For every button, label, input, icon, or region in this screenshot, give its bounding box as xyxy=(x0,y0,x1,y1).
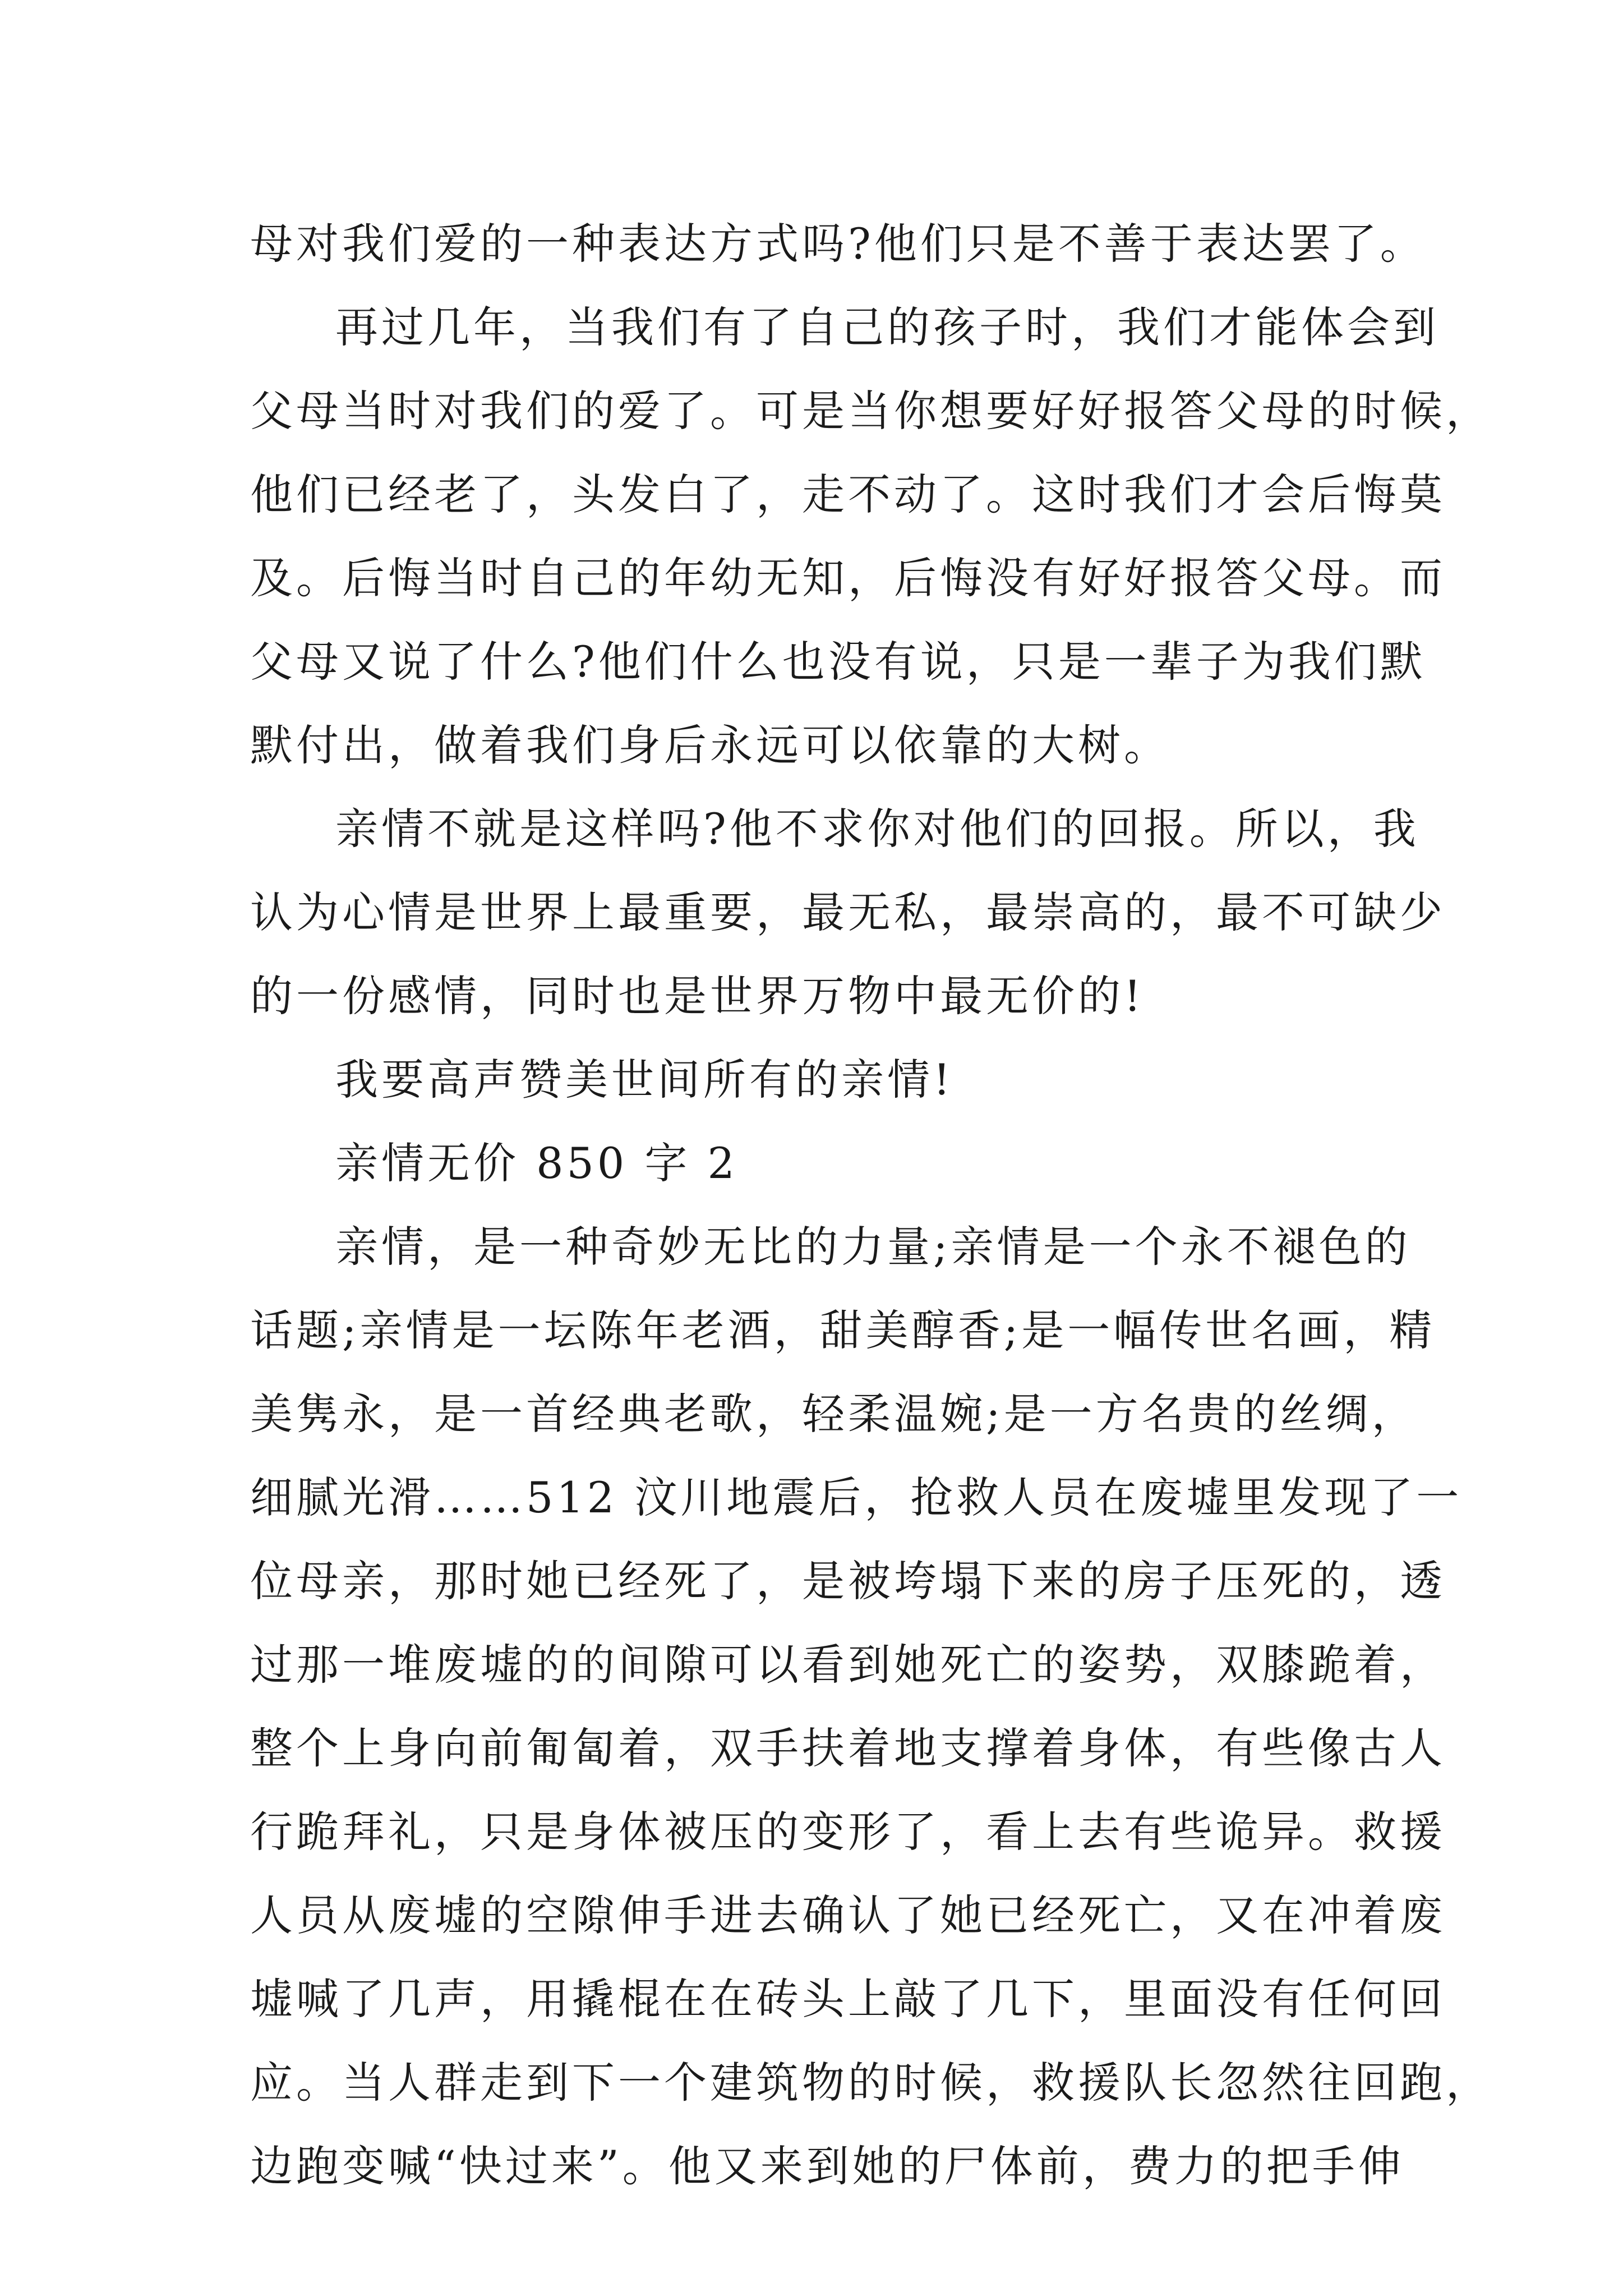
text-line: 父母当时对我们的爱了。可是当你想要好好报答父母的时候， xyxy=(250,386,1492,436)
text-line: 边跑变喊“快过来”。他又来到她的尸体前，费力的把手伸 xyxy=(250,2141,1404,2191)
text-line: 的一份感情，同时也是世界万物中最无价的! xyxy=(250,971,1145,1021)
text-line: 行跪拜礼，只是身体被压的变形了，看上去有些诡异。救援 xyxy=(250,1807,1446,1857)
text-line: 他们已经老了，头发白了，走不动了。这时我们才会后悔莫 xyxy=(250,470,1446,519)
text-line: 应。当人群走到下一个建筑物的时候，救援队长忽然往回跑， xyxy=(250,2058,1492,2108)
text-line: 整个上身向前匍匐着，双手扶着地支撑着身体，有些像古人 xyxy=(250,1723,1446,1773)
article-body xyxy=(250,202,1492,2208)
paragraph-first-line: 再过几年，当我们有了自己的孩子时，我们才能体会到 xyxy=(335,302,1439,352)
paragraph-first-line: 我要高声赞美世间所有的亲情! xyxy=(335,1055,954,1105)
text-line: 默付出，做着我们身后永远可以依靠的大树。 xyxy=(250,720,1170,770)
text-line: 话题;亲情是一坛陈年老酒，甜美醇香;是一幅传世名画，精 xyxy=(250,1305,1436,1355)
paragraph-first-line: 亲情，是一种奇妙无比的力量;亲情是一个永不褪色的 xyxy=(335,1222,1411,1272)
text-line: 墟喊了几声，用撬棍在在砖头上敲了几下，里面没有任何回 xyxy=(250,1974,1446,2024)
section-heading: 亲情无价 850 字 2 xyxy=(335,1138,738,1188)
text-line: 认为心情是世界上最重要，最无私，最崇高的，最不可缺少 xyxy=(250,887,1446,937)
text-line: 细腻光滑……512 汶川地震后，抢救人员在废墟里发现了一 xyxy=(250,1473,1463,1522)
paragraph-first-line: 亲情不就是这样吗?他不求你对他们的回报。所以，我 xyxy=(335,804,1419,854)
text-line: 母对我们爱的一种表达方式吗?他们只是不善于表达罢了。 xyxy=(250,219,1426,269)
text-line: 及。后悔当时自己的年幼无知，后悔没有好好报答父母。而 xyxy=(250,553,1446,603)
text-line: 美隽永，是一首经典老歌，轻柔温婉;是一方名贵的丝绸， xyxy=(250,1389,1418,1439)
text-line: 人员从废墟的空隙伸手进去确认了她已经死亡，又在冲着废 xyxy=(250,1890,1446,1940)
text-line: 位母亲，那时她已经死了，是被垮塌下来的房子压死的，透 xyxy=(250,1556,1446,1606)
text-line: 父母又说了什么?他们什么也没有说，只是一辈子为我们默 xyxy=(250,637,1426,687)
text-line: 过那一堆废墟的的间隙可以看到她死亡的姿势，双膝跪着， xyxy=(250,1640,1446,1690)
